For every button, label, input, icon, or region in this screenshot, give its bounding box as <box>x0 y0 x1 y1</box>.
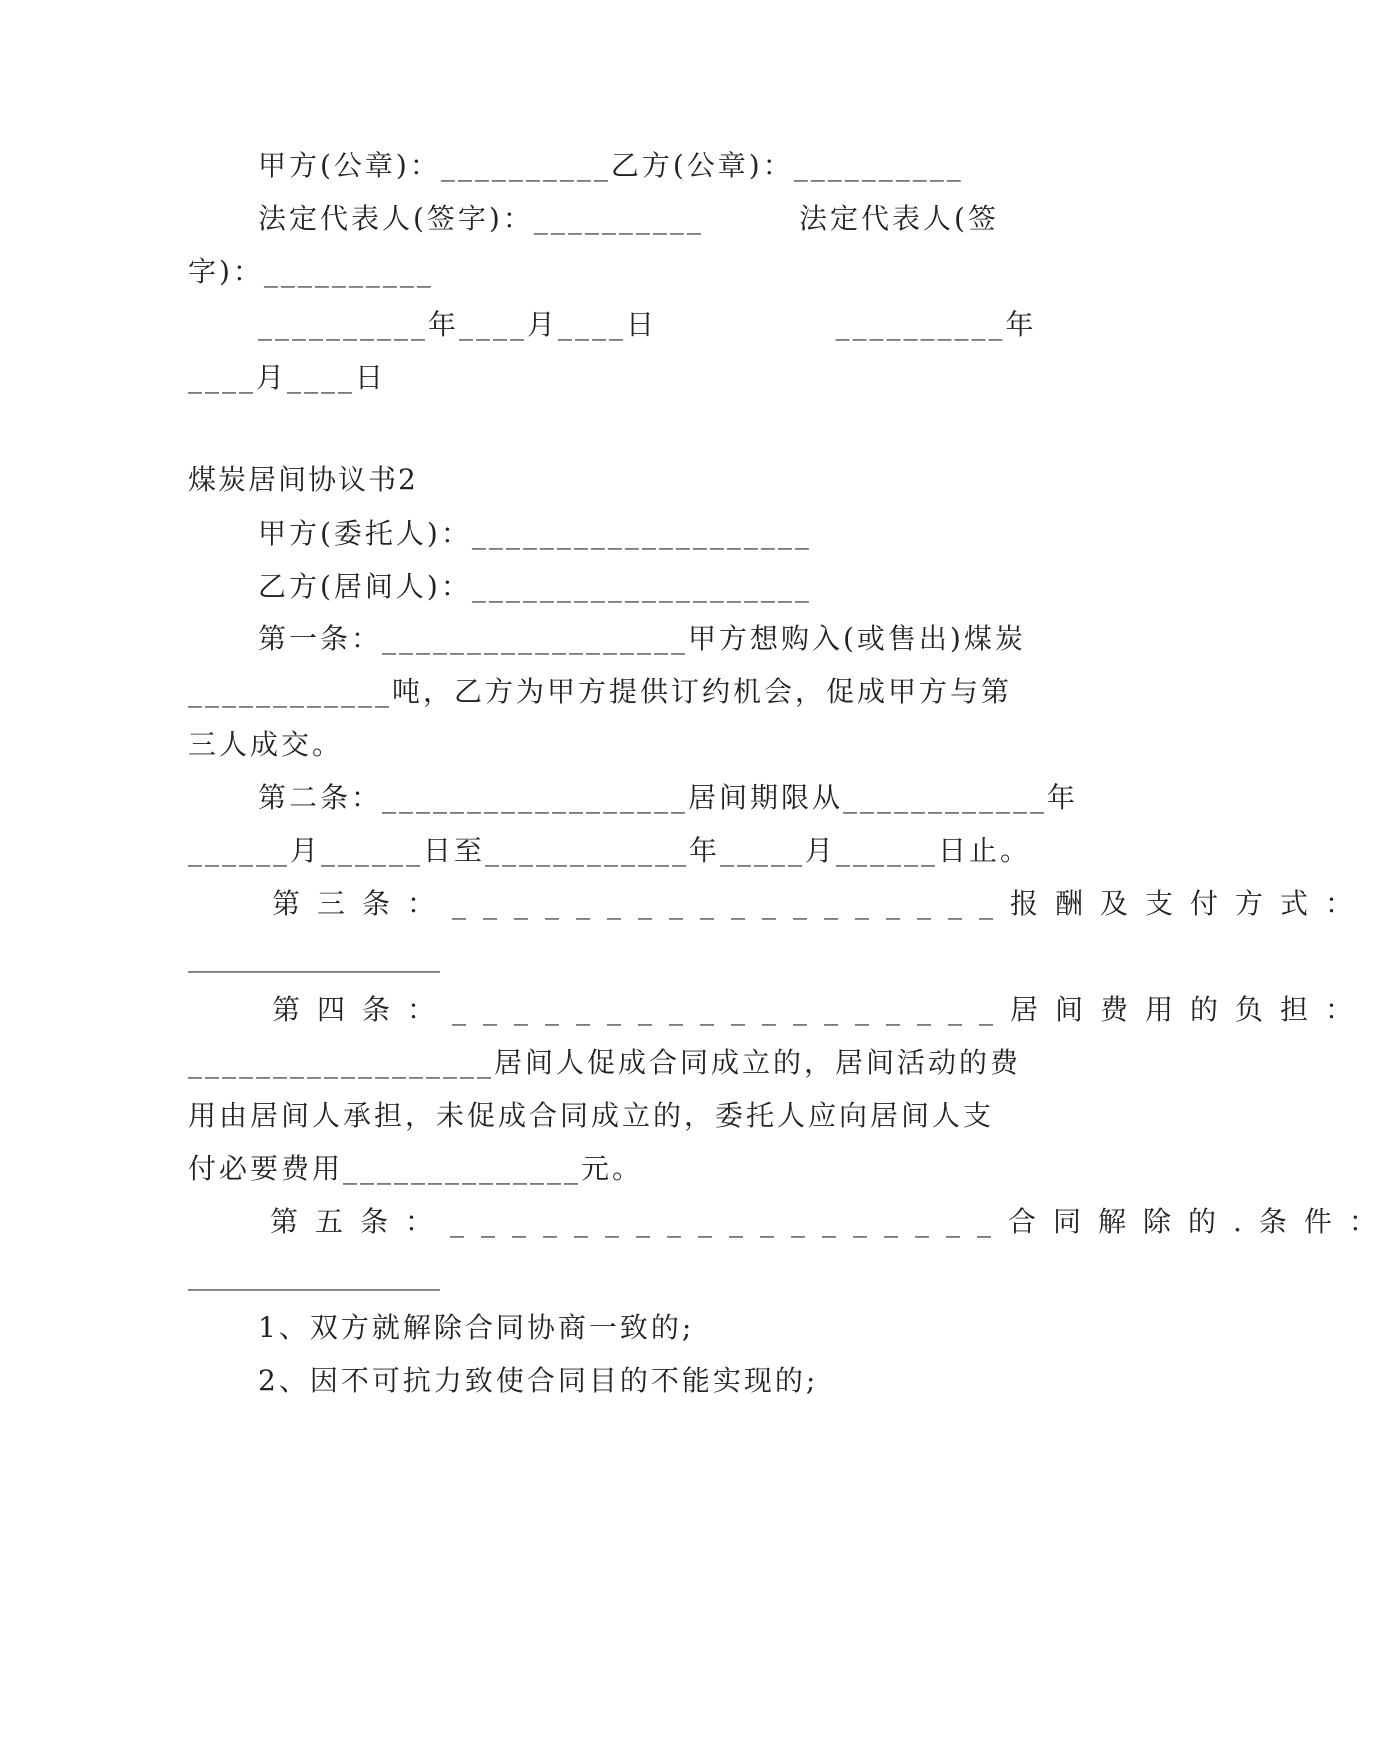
article-4-line-3: 用由居间人承担，未促成合同成立的，委托人应向居间人支 <box>188 1099 995 1132</box>
article-1-line-2: ____________吨，乙方为甲方提供订约机会，促成甲方与第 <box>188 675 1013 708</box>
condition-2: 2、因不可抗力致使合同目的不能实现的; <box>258 1364 819 1397</box>
article-4-line-2: __________________居间人促成合同成立的，居间活动的费 <box>188 1046 1022 1079</box>
party-b-line: 乙方(居间人)：____________________ <box>258 570 812 603</box>
agreement-title: 煤炭居间协议书2 <box>188 463 418 496</box>
legal-rep-line-1: 法定代表人(签字)：__________ 法定代表人(签 <box>258 202 999 235</box>
article-2-line-2: ______月______日至____________年_____月______日止。 <box>188 834 1032 867</box>
date-line-2: ____月____日 <box>188 361 387 394</box>
party-a-line: 甲方(委托人)：____________________ <box>258 517 812 550</box>
article-4-line-4: 付必要费用______________元。 <box>188 1152 644 1185</box>
article-1-line-1: 第一条：__________________甲方想购入(或售出)煤炭 <box>258 622 1026 655</box>
article-3-line-1: 第三条：__________________报酬及支付方式： <box>272 887 1371 920</box>
article-5-line-1: 第五条：__________________合同解除的.条件： <box>270 1205 1394 1238</box>
party-seal-line: 甲方(公章)：__________乙方(公章)：__________ <box>258 149 964 182</box>
article-1-line-3: 三人成交。 <box>188 728 344 761</box>
article-3-line-2: __________________ <box>188 940 440 973</box>
article-4-line-1: 第四条：__________________居间费用的负担： <box>272 993 1371 1026</box>
article-5-line-2: __________________ <box>188 1258 440 1291</box>
condition-1: 1、双方就解除合同协商一致的; <box>258 1311 695 1344</box>
legal-rep-line-2: 字)：__________ <box>188 255 434 288</box>
article-2-line-1: 第二条：__________________居间期限从____________年 <box>258 781 1079 814</box>
date-line-1: __________年____月____日 __________年 <box>258 308 1037 341</box>
